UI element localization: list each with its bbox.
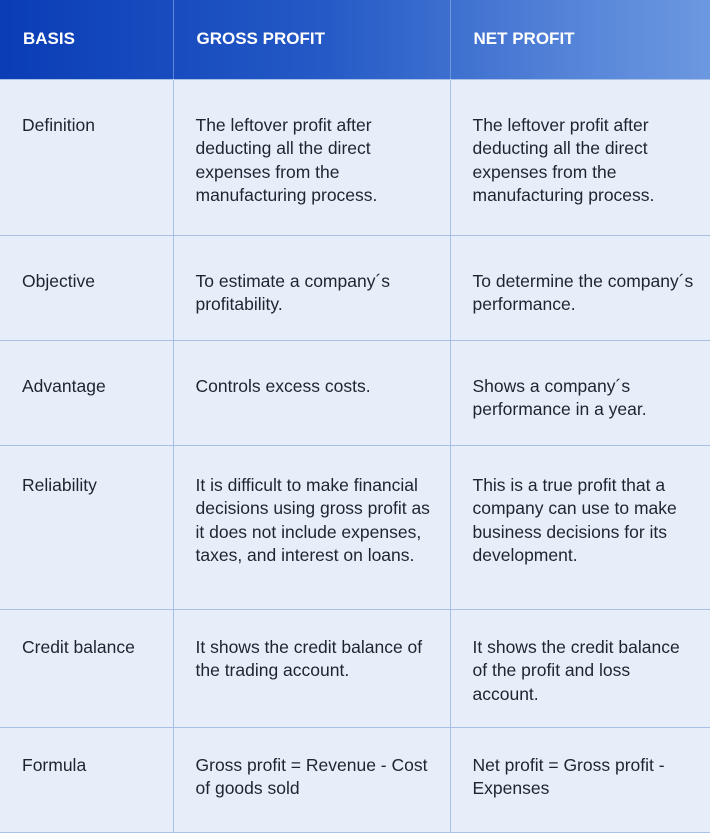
table-row xyxy=(0,445,710,609)
basis-cell: Definition xyxy=(0,79,173,235)
basis-cell: Formula xyxy=(0,727,173,832)
header-row xyxy=(0,0,710,79)
net-cell: The leftover profit after deducting all the direct expenses from the manufacturing process. xyxy=(450,79,710,235)
gross-cell: To estimate a company´s profitability. xyxy=(173,235,450,340)
basis-cell: Objective xyxy=(0,235,173,340)
basis-cell: Advantage xyxy=(0,340,173,445)
net-cell: To determine the company´s performance. xyxy=(450,235,710,340)
basis-cell: Reliability xyxy=(0,445,173,609)
table-row xyxy=(0,79,710,235)
table-row xyxy=(0,609,710,727)
table-row xyxy=(0,727,710,832)
basis-cell: Credit balance xyxy=(0,609,173,727)
gross-cell: Gross profit = Revenue - Cost of goods sold xyxy=(173,727,450,832)
net-cell: This is a true profit that a company can use to make business decisions for its development. xyxy=(450,445,710,609)
gross-cell: The leftover profit after deducting all the direct expenses from the manufacturing process. xyxy=(173,79,450,235)
net-cell: Net profit = Gross profit - Expenses xyxy=(450,727,710,832)
net-cell: Shows a company´s performance in a year. xyxy=(450,340,710,445)
net-cell: It shows the credit balance of the profit and loss account. xyxy=(450,609,710,727)
gross-cell: It is difficult to make financial decisions using gross profit as it does not include expenses, taxes, and interest on loans. xyxy=(173,445,450,609)
header-basis: BASIS xyxy=(0,0,173,79)
header-gross-profit: GROSS PROFIT xyxy=(173,0,450,79)
table-row xyxy=(0,340,710,445)
gross-cell: It shows the credit balance of the trading account. xyxy=(173,609,450,727)
gross-cell: Controls excess costs. xyxy=(173,340,450,445)
table-row xyxy=(0,235,710,340)
header-net-profit: NET PROFIT xyxy=(473,29,575,48)
